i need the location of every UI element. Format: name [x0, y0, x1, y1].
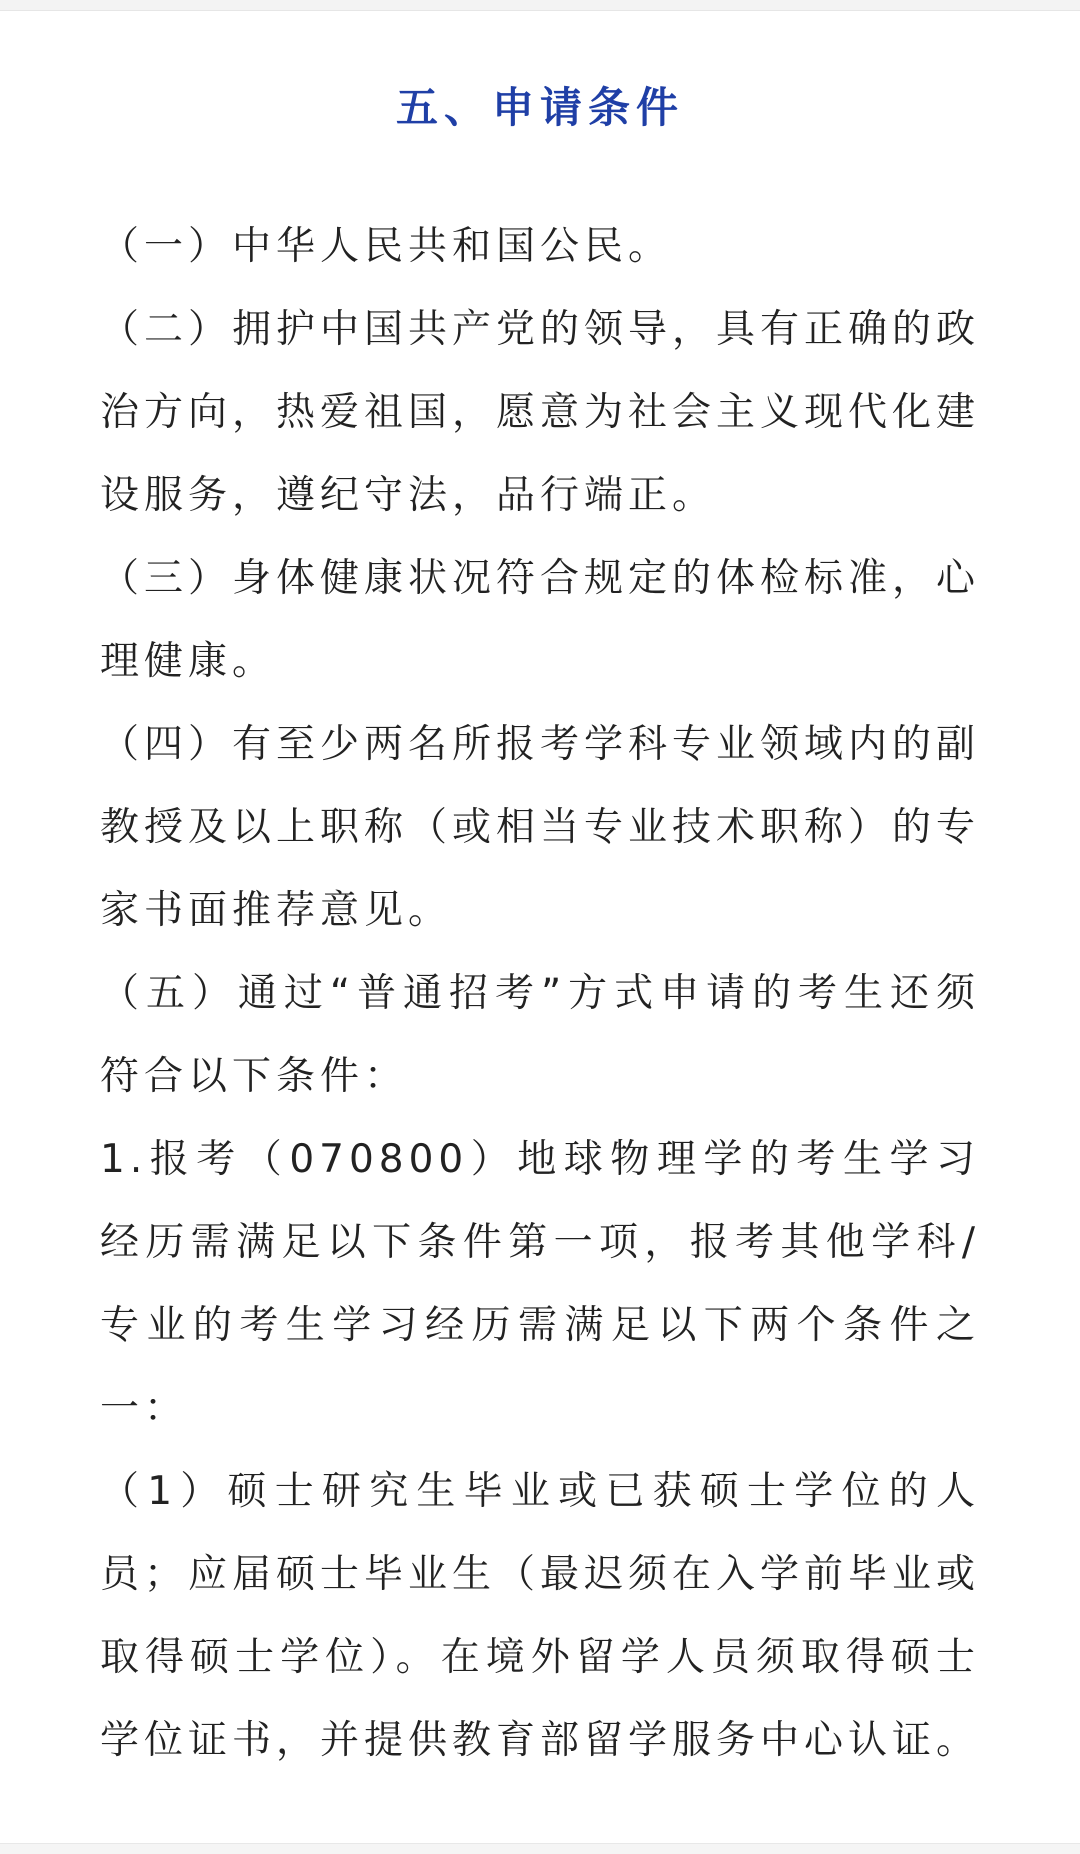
paragraph-masters-degree: （1）硕士研究生毕业或已获硕士学位的人员；应届硕士毕业生（最迟须在入学前毕业或取得硕士学位）。在境外留学人员须取得硕士学位证书，并提供教育部留学服务中心认证。 [100, 1469, 981, 1763]
paragraph-health: （三）身体健康状况符合规定的体检标准，心理健康。 [100, 556, 981, 684]
paragraph-study-experience: 1.报考（070800）地球物理学的考生学习经历需满足以下条件第一项，报考其他学科/专业的考生学习经历需满足以下两个条件之一： [100, 1137, 980, 1431]
paragraph-citizenship: （一）中华人民共和国公民。 [100, 224, 673, 269]
paragraph-recommendation: （四）有至少两名所报考学科专业领域内的副教授及以上职称（或相当专业技术职称）的专家书面推荐意见。 [100, 722, 981, 933]
article-body [100, 205, 980, 1782]
bottom-divider [0, 1843, 1080, 1854]
paragraph-general-exam: （五）通过“普通招考”方式申请的考生还须符合以下条件： [100, 971, 980, 1099]
page-title: 五、申请条件 [395, 83, 684, 133]
top-divider [0, 0, 1080, 11]
paragraph-political: （二）拥护中国共产党的领导，具有正确的政治方向，热爱祖国，愿意为社会主义现代化建设服务，遵纪守法，品行端正。 [100, 307, 981, 518]
